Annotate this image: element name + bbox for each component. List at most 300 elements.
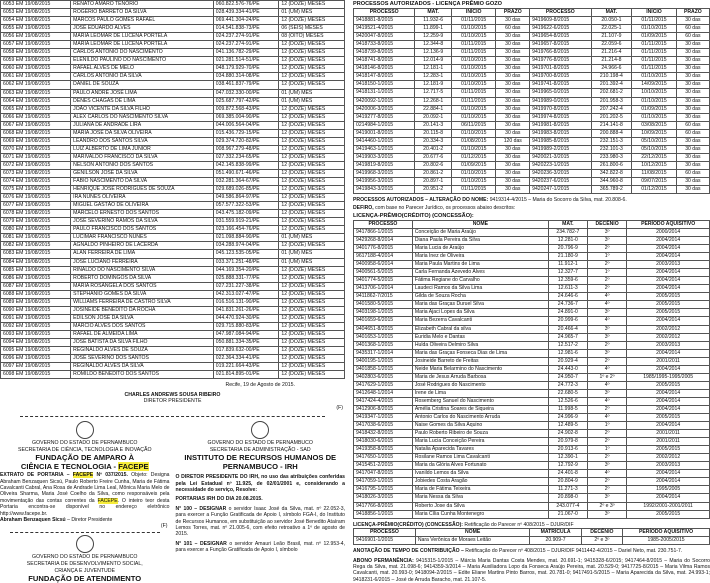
facepe-name2-hl: FACEPE bbox=[118, 462, 149, 472]
table-cell: 6061 EM 19/08/2015 bbox=[1, 73, 71, 81]
table-cell: MARIA ROSÂNGELA DOS SANTOS bbox=[71, 282, 214, 290]
table-cell: 2004/2014 bbox=[627, 317, 710, 325]
table-cell: 01/10/2015 bbox=[451, 113, 495, 121]
table-cell: 12 (DOZE) MESES bbox=[279, 355, 345, 363]
dev-gov: GOVERNO DO ESTADO DE PERNAMBUCO bbox=[32, 554, 138, 561]
table-row bbox=[1, 242, 345, 250]
table-row bbox=[354, 177, 710, 185]
table-cell: Josineide Barreto de Freitas bbox=[412, 357, 548, 365]
table-cell: 9401659-6/2015 bbox=[354, 317, 413, 325]
table-cell: 12 (DOZE) MESES bbox=[279, 242, 345, 250]
table-row bbox=[1, 41, 345, 49]
table-cell: 20.898-0 bbox=[548, 494, 587, 502]
signer-name: CHARLES ANDREWS SOUSA RIBEIRO bbox=[124, 391, 221, 398]
lp2-subtitle: Retificação do Parecer nº 408/2015 – DJUR/DIF bbox=[464, 521, 574, 528]
table-cell: 008.967.279-48/PE bbox=[213, 145, 279, 153]
facepe-extract bbox=[0, 472, 170, 517]
facepe-extract-text: Objeto: Designa Abraham Benzaquen Sicsú, Paulo Roberto Freire Cunha, Maria de Fátima Cavalcanti Cabral, Ana Rosa de Andrade Lima Leal, Mônica Maria Melo de Oliveira Sharma, Maria José Coelho da Silva, como responsáveis pela movimentação das contas correntes da bbox=[0, 472, 170, 504]
table-cell: 1985-2005/2015 bbox=[623, 537, 710, 545]
table-cell: 9417038-6/2015 bbox=[354, 422, 413, 430]
table-cell: 4º bbox=[587, 470, 626, 478]
table-row bbox=[354, 438, 710, 446]
table-cell: REGINALDO ALVES DA SILVA bbox=[71, 363, 214, 371]
table-cell: 12 (DOZE) MESES bbox=[279, 57, 345, 65]
table-cell: RAFAEL ALVES DE MELO bbox=[71, 65, 214, 73]
table-cell: 9417650-1/2015 bbox=[354, 454, 413, 462]
table-cell: 3º bbox=[587, 510, 626, 518]
table-cell: 9401776-8/2015 bbox=[354, 245, 413, 253]
table-cell: 025.888.331-77/PE bbox=[213, 274, 279, 282]
table-row bbox=[354, 389, 710, 397]
table-cell: 12 (DOZE) MESES bbox=[279, 65, 345, 73]
table-cell: 2005/2015 bbox=[627, 293, 710, 301]
table-cell: 041.831.261-26/PE bbox=[213, 306, 279, 314]
table-cell: 201.958-3 bbox=[591, 97, 632, 105]
table-cell: 30 das bbox=[676, 153, 709, 161]
table-cell: Maria Bezerra Cavalcanti bbox=[412, 317, 548, 325]
table-cell: 20.951-2 bbox=[415, 186, 452, 194]
table-cell: 60 das bbox=[676, 129, 709, 137]
table-cell: 12 (DOZE) MESES bbox=[279, 145, 345, 153]
table-cell: 30 das bbox=[496, 153, 530, 161]
table-cell: 30 das bbox=[496, 105, 530, 113]
table-cell: 4º bbox=[587, 397, 626, 405]
table-cell: WILLIAMS FERREIRA DE CASTRO SILVA bbox=[71, 298, 214, 306]
table-cell: 12 (DOZE) MESES bbox=[279, 338, 345, 346]
table-cell: 01/08/2015 bbox=[451, 137, 495, 145]
table-cell: 4º bbox=[587, 317, 626, 325]
table-row bbox=[1, 186, 345, 194]
table-row bbox=[1, 314, 345, 322]
table-cell: 30 das bbox=[676, 137, 709, 145]
table-cell: 6095 EM 19/08/2015 bbox=[1, 347, 71, 355]
table-cell: 30 das bbox=[496, 145, 530, 153]
table-cell: 120 das bbox=[496, 137, 530, 145]
table-cell: 01/09/2015 bbox=[632, 33, 676, 41]
table-row bbox=[1, 105, 345, 113]
table-cell: 01/10/2015 bbox=[632, 97, 676, 105]
table-cell: RAFAEL DE ALMEIDA LIMA bbox=[71, 330, 214, 338]
table-cell: Maria de Fátima Teixeira bbox=[412, 486, 548, 494]
table-cell: 6055 EM 19/08/2015 bbox=[1, 25, 71, 33]
table-cell: 01/10/2015 bbox=[451, 65, 495, 73]
signer-role: DIRETOR PRESIDENTE bbox=[143, 398, 202, 405]
table-cell: Hulda Oliveira Delmiro Silva bbox=[412, 341, 548, 349]
table-cell: 12 (DOZE) MESES bbox=[279, 266, 345, 274]
table-cell: 243.077-4 bbox=[548, 502, 587, 510]
table-cell: RINALDO DO NASCIMENTO SILVA bbox=[71, 266, 214, 274]
table-cell: Gilda de Souza Rocha bbox=[412, 293, 548, 301]
table-cell: 2004/2014 bbox=[627, 494, 710, 502]
table-cell: 2004/2014 bbox=[627, 389, 710, 397]
table-cell: 2º bbox=[587, 486, 626, 494]
table-cell: ROGÉRIO BARRETO DA SILVA bbox=[71, 9, 214, 17]
column-header: NOME bbox=[412, 220, 548, 228]
table-cell: 9419965-0/2015 bbox=[530, 89, 591, 97]
facepe-f-mark: (F) bbox=[160, 523, 168, 530]
table-cell: 6059 EM 19/08/2015 bbox=[1, 57, 71, 65]
table-cell: 9420236-3/2015 bbox=[530, 169, 591, 177]
table-cell: 01/11/2015 bbox=[451, 49, 495, 57]
table-row bbox=[1, 274, 345, 282]
table-cell: 01/10/2015 bbox=[451, 169, 495, 177]
table-cell: Maria das Graças Duruel Silva bbox=[412, 301, 548, 309]
table-cell: 12.281-0 bbox=[548, 236, 587, 244]
premio-table bbox=[353, 8, 710, 194]
table-cell: 12.517-2 bbox=[548, 341, 587, 349]
table-row bbox=[1, 178, 345, 186]
table-row bbox=[354, 494, 710, 502]
column-header: PROCESSO bbox=[530, 9, 591, 17]
facepe-name2: CIÊNCIA E TECNOLOGIA - bbox=[20, 462, 117, 472]
irh-sec: SECRETARIA DE ADMINISTRAÇÃO - SAD bbox=[209, 446, 311, 453]
table-cell: 9403198-1/2015 bbox=[354, 309, 413, 317]
table-row bbox=[354, 25, 710, 33]
table-cell: RENATO AMARO TENÓRIO bbox=[71, 1, 214, 9]
table-cell: 034.288.974-04/PE bbox=[213, 242, 279, 250]
table-cell: 2º bbox=[587, 261, 626, 269]
table-cell: JOSÉ BATISTA DA SILVA FILHO bbox=[71, 338, 214, 346]
table-cell: 234.782-7 bbox=[548, 228, 587, 236]
table-row bbox=[354, 373, 710, 381]
table-cell: 6053 EM 19/08/2015 bbox=[1, 9, 71, 17]
table-row bbox=[354, 470, 710, 478]
table-cell: 9419981-8/2015 bbox=[530, 121, 591, 129]
facepe-extract-hl: FACEPE bbox=[72, 472, 94, 479]
table-cell: 20.050-1 bbox=[591, 17, 632, 25]
column-header: INÍCIO bbox=[451, 9, 495, 17]
table-cell: 2004/2014 bbox=[627, 277, 710, 285]
table-cell: 20.861-2 bbox=[415, 169, 452, 177]
table-row bbox=[354, 73, 710, 81]
table-cell: 6066 EM 19/08/2015 bbox=[1, 113, 71, 121]
premio-title: PROCESSOS AUTORIZADOS - LICENÇA PRÊMIO GOZO bbox=[353, 1, 502, 7]
table-row bbox=[354, 422, 710, 430]
table-row bbox=[1, 49, 345, 57]
abono-text: 9415315-1/2015 – Márcia Maria Dantas Costa Mendes, mat. 20.691-1; 9415328-6/2015; 9417464-8/2015 – Maria do Socorro Rega da Silva, mat. 21.098-6; 9414359-3/2014 – Maria Auxiliadora Lopo da Fonseca Araújo Pereira, mat. 20.529-0; 9417725-8/2015 – Maria Vilma Ramos Cavalcanti, mat. 20.993-0; 9418094-2/2015 – Edite Eliane Martins Pinto Barros, mat. 20.781-0; 9417491-5/2015 – Maria Aparecida da Silva, mat. 24.993-1; 9418231-6/2015 – José de Arruda Baracho, mat. 21.107-5. bbox=[353, 557, 710, 583]
table-row bbox=[354, 430, 710, 438]
table-cell: 6054 EM 19/08/2015 bbox=[1, 17, 71, 25]
table-cell: 2º bbox=[587, 438, 626, 446]
table-cell: 12 (DOZE) MESES bbox=[279, 290, 345, 298]
table-cell: 9419985-8/2015 bbox=[530, 137, 591, 145]
table-cell: 6068 EM 19/08/2015 bbox=[1, 129, 71, 137]
table-cell: 22.059-6 bbox=[591, 41, 632, 49]
table-cell: 30 das bbox=[496, 121, 530, 129]
table-cell: AGNALDO PINHEIRO DE LACERDA bbox=[71, 242, 214, 250]
table-cell: Paulo Roberto Ribeiro de Souza bbox=[412, 430, 548, 438]
table-cell: 060.822.576-76/PE bbox=[213, 1, 279, 9]
table-cell: 9420021-3/2015 bbox=[530, 153, 591, 161]
table-cell: 6085 EM 19/08/2015 bbox=[1, 266, 71, 274]
table-row bbox=[354, 253, 710, 261]
state-crest-icon bbox=[76, 421, 94, 439]
table-cell: ALEX CARLOS DO NASCIMENTO SILVA bbox=[71, 113, 214, 121]
table-row bbox=[354, 81, 710, 89]
table-cell: 202.681-2 bbox=[591, 89, 632, 97]
table-cell: 12 (DOZE) MESES bbox=[279, 210, 345, 218]
table-cell: 12 (DOZE) MESES bbox=[279, 186, 345, 194]
table-cell: 4º bbox=[587, 301, 626, 309]
table-cell: Roberto Jose da Silva bbox=[412, 502, 548, 510]
table-cell: 12 (DOZE) MESES bbox=[279, 169, 345, 177]
table-cell: 30 das bbox=[496, 169, 530, 177]
table-cell: 30 das bbox=[676, 97, 709, 105]
table-cell: 9400561-5/2015 bbox=[354, 269, 413, 277]
f-mark: (F) bbox=[336, 404, 343, 411]
table-cell: 22.680-5 bbox=[548, 389, 587, 397]
table-cell: 21.107-9 bbox=[591, 33, 632, 41]
table-cell: 019.221.664-43/PE bbox=[213, 363, 279, 371]
table-cell: 6072 EM 19/08/2015 bbox=[1, 161, 71, 169]
table-cell: 21.214-8 bbox=[591, 57, 632, 65]
table-row bbox=[1, 282, 345, 290]
table-cell: Neide Maria Belarmino do Nascimento bbox=[412, 365, 548, 373]
table-row bbox=[354, 381, 710, 389]
table-row bbox=[1, 258, 345, 266]
table-cell: 12 (DOZE) MESES bbox=[279, 282, 345, 290]
table-cell: 09/07/2015 bbox=[632, 177, 676, 185]
table-cell: Rosemberg Sanuel do Nascimento bbox=[412, 397, 548, 405]
table-cell: 30 das bbox=[496, 49, 530, 57]
table-cell: 9417424-4/2015 bbox=[354, 397, 413, 405]
table-cell: DANIEL DE SOUZA bbox=[71, 81, 214, 89]
table-row bbox=[354, 49, 710, 57]
table-cell: 9435317-1/2014 bbox=[354, 349, 413, 357]
table-cell: 6058 EM 19/08/2015 bbox=[1, 49, 71, 57]
table-cell: 6093 EM 19/08/2015 bbox=[1, 330, 71, 338]
table-cell: 12 (DOZE) MESES bbox=[279, 314, 345, 322]
irh-name2: PERNAMBUCO - IRH bbox=[222, 462, 298, 472]
table-row bbox=[354, 105, 710, 113]
table-cell: 12.981-6 bbox=[548, 349, 587, 357]
table-cell: MIGUEL GASTÃO DE OLIVEIRA bbox=[71, 202, 214, 210]
table-cell: 6090 EM 19/08/2015 bbox=[1, 306, 71, 314]
table-cell: 9617188-4/2014 bbox=[354, 253, 413, 261]
table-cell: 4º bbox=[587, 414, 626, 422]
table-cell: 20.334-3 bbox=[415, 137, 452, 145]
irh-p1-text: o servidor Isaac José da Silva, mat. nº 22.052-3, para exercer a Função Gratificada de Apoio I, símbolo FGA-I, do Instituto de Recursos Humanos, em substituição ao servidor José Benedito Ataíram Lemos Torres, mat. nº 21.005-6, com efeito retroativo a 1º de agosto de 2015. bbox=[175, 505, 346, 538]
table-cell: Antonio Carlos do Nascimento Arruda bbox=[412, 414, 548, 422]
table-cell: 9418432-8/2015 bbox=[354, 430, 413, 438]
table-cell: 9401653-1/2015 bbox=[354, 333, 413, 341]
table-cell: 2º bbox=[587, 357, 626, 365]
table-cell: 029.715.880-83/PE bbox=[213, 322, 279, 330]
table-cell: 30 das bbox=[496, 97, 530, 105]
anot-text: Retificação do Parecer nº 408/2015 – DJUR/DIF 9411442-4/2015 – Dariel Neto, mat. 230.751-7. bbox=[465, 548, 683, 555]
table-cell: 9417047-8/2015 bbox=[354, 470, 413, 478]
table-cell: 9419843-3/2015 bbox=[354, 186, 415, 194]
table-cell: 342.822-8 bbox=[591, 169, 632, 177]
table-cell: Diana Paula Pereira da Silva bbox=[412, 236, 548, 244]
table-cell: 2º bbox=[587, 454, 626, 462]
lp2-table bbox=[353, 528, 710, 545]
table-cell: 12 (DOZE) MESES bbox=[279, 161, 345, 169]
table-cell: 6063 EM 19/08/2015 bbox=[1, 89, 71, 97]
table-cell: 12.359-6 bbox=[548, 277, 587, 285]
table-cell: 30 das bbox=[676, 145, 709, 153]
table-cell: EDILSON JOSÉ DA SILVA bbox=[71, 314, 214, 322]
table-cell: 12.611-3 bbox=[548, 285, 587, 293]
table-cell: Amélia Cristina Soares de Siqueira bbox=[412, 405, 548, 413]
table-cell: 6091 EM 19/08/2015 bbox=[1, 314, 71, 322]
table-row bbox=[354, 121, 710, 129]
table-cell: 2004/2014 bbox=[627, 478, 710, 486]
table-cell: 9404651-8/2015 bbox=[354, 325, 413, 333]
table-cell: 12 (DOZE) MESES bbox=[279, 178, 345, 186]
table-cell: 20.804-9 bbox=[548, 478, 587, 486]
table-cell: 20.979-8 bbox=[548, 438, 587, 446]
table-cell: 042.145.838-99/PE bbox=[213, 161, 279, 169]
irh-name1: INSTITUTO DE RECURSOS HUMANOS DE bbox=[184, 453, 337, 463]
irh-block bbox=[176, 421, 346, 583]
table-cell: 3º bbox=[587, 333, 626, 341]
table-cell: 9419622-6/2015 bbox=[530, 25, 591, 33]
table-cell: 9419609-8/2015 bbox=[530, 17, 591, 25]
table-cell: 2º bbox=[587, 478, 626, 486]
facepe-sign: Abraham Benzaquen Sicsú bbox=[0, 517, 66, 524]
table-cell: 20.092-1 bbox=[415, 113, 452, 121]
table-cell: 24.950-7 bbox=[548, 373, 587, 381]
table-cell: 044.169.354-20/PE bbox=[213, 266, 279, 274]
table-cell: JOSÉ SEVERINO RAMOS DA SILVA bbox=[71, 218, 214, 226]
table-cell: 22.025-1 bbox=[591, 25, 632, 33]
state-crest-icon bbox=[251, 421, 269, 439]
table-cell: 2º e 3º bbox=[581, 537, 622, 545]
table-cell: 20.677-6 bbox=[415, 153, 452, 161]
column-header: PERÍODO AQUISITIVO bbox=[627, 220, 710, 228]
table-cell: 1995/2005 bbox=[627, 486, 710, 494]
table-row bbox=[1, 25, 345, 33]
table-cell: 10/12/2015 bbox=[632, 161, 676, 169]
table-cell: PAULO FRANCISCO DOS SANTOS bbox=[71, 226, 214, 234]
table-cell: 60 das bbox=[676, 121, 709, 129]
table-cell: FÁBIO NASCIMENTO DA SILVA bbox=[71, 178, 214, 186]
table-cell: 6074 EM 19/08/2015 bbox=[1, 178, 71, 186]
table-cell: 01 (UM) MÊS bbox=[279, 89, 345, 97]
table-cell: 232.101-3 bbox=[591, 145, 632, 153]
table-cell: 01 (UM) MÊS bbox=[279, 234, 345, 242]
table-cell: 30 das bbox=[676, 41, 709, 49]
table-cell: 01/09/2015 bbox=[632, 105, 676, 113]
table-cell: 30 das bbox=[496, 73, 530, 81]
table-cell: STEPHANIO GOMES DA SILVA bbox=[71, 290, 214, 298]
table-cell: 6079 EM 19/08/2015 bbox=[1, 218, 71, 226]
table-row bbox=[354, 169, 710, 177]
table-cell: 9419521-4/2015 bbox=[354, 25, 415, 33]
table-cell: 9419654-8/2015 bbox=[530, 33, 591, 41]
table-cell: Maria Cília Cunha Montenegro bbox=[412, 510, 548, 518]
table-row bbox=[354, 446, 710, 454]
table-row bbox=[1, 113, 345, 121]
table-cell: 11.912-1 bbox=[548, 261, 587, 269]
table-cell: LEANDRO DOS SANTOS SILVA bbox=[71, 137, 214, 145]
table-cell: 9418856-1/2015 bbox=[354, 510, 413, 518]
table-cell: 12 (DOZE) MESES bbox=[279, 218, 345, 226]
irh-portarias: PORTARIAS IRH DO DIA 20.08.2015. bbox=[175, 496, 263, 503]
column-header: PRAZO bbox=[676, 9, 709, 17]
table-cell: 9418131-1/2015 bbox=[354, 89, 415, 97]
table-cell: 1º bbox=[587, 253, 626, 261]
table-cell: 24.965-7 bbox=[548, 333, 587, 341]
table-row bbox=[1, 250, 345, 258]
table-cell: 2005/2015 bbox=[627, 446, 710, 454]
table-cell: 9418147-8/2015 bbox=[354, 73, 415, 81]
table-cell: 9401858-1/2015 bbox=[354, 365, 413, 373]
table-cell: 30 das bbox=[496, 113, 530, 121]
table-cell: 4º bbox=[587, 381, 626, 389]
table-cell: 12 (DOZE) MESES bbox=[279, 49, 345, 57]
table-cell: 200.888-4 bbox=[591, 129, 632, 137]
table-cell: 01/10/2015 bbox=[451, 33, 495, 41]
table-cell: 01/11/2015 bbox=[632, 17, 676, 25]
table-cell: 9418881-8/2015 bbox=[354, 17, 415, 25]
table-cell: 023.166.454-76/PE bbox=[213, 226, 279, 234]
table-cell: 027.231.227-38/PE bbox=[213, 282, 279, 290]
table-cell: JOSÉ LUCIANO FERREIRA bbox=[71, 258, 214, 266]
table-cell: MARIA LEOMAR DE LUCENA PORTELA bbox=[71, 41, 214, 49]
table-cell: 24.443-0 bbox=[548, 365, 587, 373]
table-cell: 2004/2014 bbox=[627, 253, 710, 261]
table-cell: 30 das bbox=[496, 41, 530, 49]
table-cell: 6065 EM 19/08/2015 bbox=[1, 105, 71, 113]
table-cell: 01/10/2015 bbox=[451, 81, 495, 89]
table-cell: 01/10/2015 bbox=[451, 57, 495, 65]
table-cell: 9419970-8/2015 bbox=[530, 105, 591, 113]
table-cell: 9418741-8/2015 bbox=[354, 57, 415, 65]
table-cell: MARCELO ERNESTO DOS SANTOS bbox=[71, 210, 214, 218]
table-cell: 9415451-2/2015 bbox=[354, 462, 413, 470]
table-cell: 12 (DOZE) MESES bbox=[279, 371, 345, 379]
table-cell: 6071 EM 19/08/2015 bbox=[1, 153, 71, 161]
abono-head: ABONO PERMANÊNCIA: bbox=[353, 557, 414, 564]
table-cell: 01/11/2015 bbox=[632, 65, 676, 73]
lp-table bbox=[353, 220, 710, 519]
table-cell: 12 (DOZE) MESES bbox=[279, 41, 345, 49]
table-cell: 6089 EM 19/08/2015 bbox=[1, 298, 71, 306]
irh-p2-text: o servidor Amauri Leão Brasil, mat. nº 12.953-4, para exercer a Função Gratificada de Apoio I, símbolo bbox=[175, 540, 345, 554]
table-cell: 021.098.884-90/PE bbox=[213, 234, 279, 242]
table-cell: JOÃO VICENTE DA SILVA FILHO bbox=[71, 105, 214, 113]
table-cell: 9419819-8/2015 bbox=[354, 161, 415, 169]
table-cell: ROMILDO BENEDITO DOS SANTOS bbox=[71, 371, 214, 379]
table-cell: Conceição de Maria Araújo bbox=[412, 228, 548, 236]
table-cell: 9429268-8/2014 bbox=[354, 236, 413, 244]
table-cell: 9419983-8/2015 bbox=[530, 129, 591, 137]
divider bbox=[10, 532, 160, 533]
table-cell: 9419968-3/2015 bbox=[354, 169, 415, 177]
table-cell: 12.136-9 bbox=[415, 49, 452, 57]
table-row bbox=[1, 363, 345, 371]
table-cell: 30 das bbox=[496, 81, 530, 89]
table-cell: 9414460-1/2015 bbox=[354, 137, 415, 145]
table-cell: 9418150-1/2015 bbox=[354, 81, 415, 89]
table-cell: 6062 EM 19/08/2015 bbox=[1, 81, 71, 89]
table-row bbox=[354, 285, 710, 293]
table-cell: 9419956-3/2015 bbox=[354, 177, 415, 185]
table-cell: 2005/2015 bbox=[627, 414, 710, 422]
table-row bbox=[1, 298, 345, 306]
table-row bbox=[354, 454, 710, 462]
column-header: MAT. bbox=[548, 220, 587, 228]
table-cell: 12.327-7 bbox=[548, 269, 587, 277]
table-cell: 2004/2014 bbox=[627, 236, 710, 244]
table-row bbox=[354, 97, 710, 105]
table-cell: 9400958-6/2014 bbox=[354, 261, 413, 269]
table-row bbox=[354, 341, 710, 349]
facepe-extract-tail: . O inteiro teor desta Portaria encontra-se disponível no endereço eletrônico http://www.facepe.br. bbox=[0, 497, 170, 517]
table-header-row bbox=[354, 9, 710, 17]
